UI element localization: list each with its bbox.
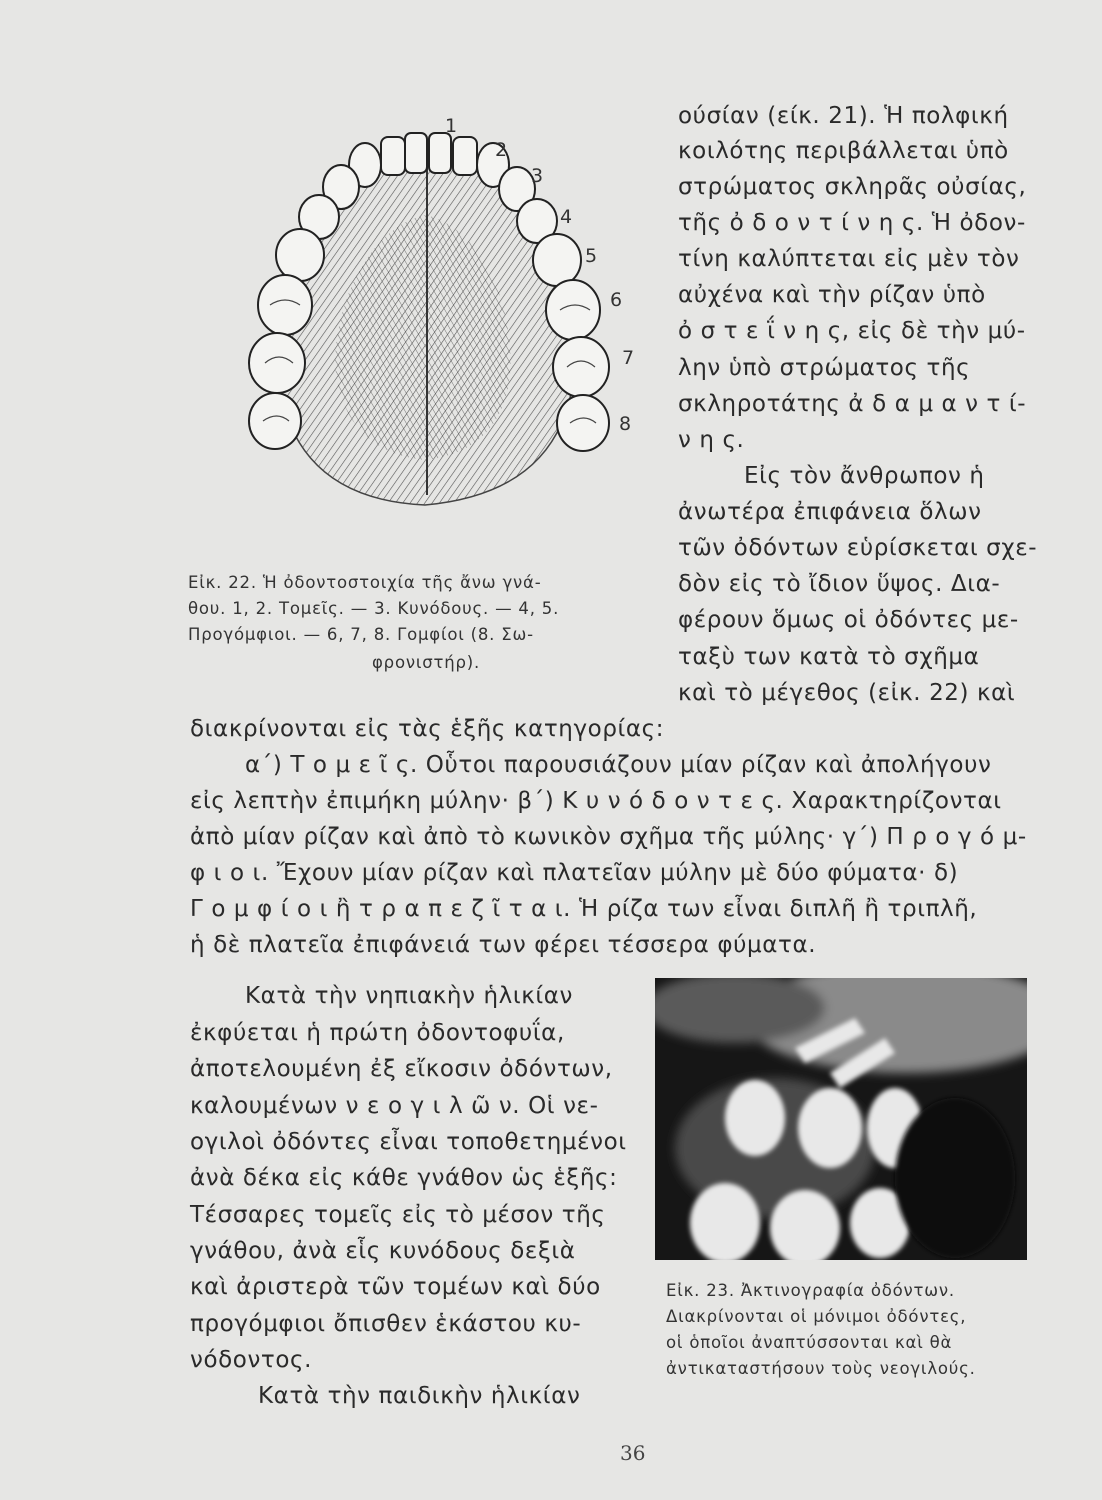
text-line: ὀ σ τ ε ΐ ν η ς, εἰς δὲ τὴν μύ- bbox=[678, 318, 1026, 344]
text-line: τῆς ὀ δ ο ν τ ί ν η ς. Ἡ ὀδον- bbox=[678, 210, 1026, 236]
text-line: καὶ τὸ μέγεθος (εἰκ. 22) καὶ bbox=[678, 680, 1016, 706]
text-line: δὸν εἰς τὸ ἴδιον ὕψος. Δια- bbox=[678, 571, 1001, 597]
text-line: καὶ ἀριστερὰ τῶν τομέων καὶ δύο bbox=[190, 1274, 601, 1300]
text-line: Γ ο μ φ ί ο ι ἢ τ ρ α π ε ζ ῖ τ α ι. Ἡ ρίζα των εἶναι διπλῆ ἢ τριπλῆ, bbox=[190, 896, 978, 922]
text-line: φέρουν ὅμως οἱ ὀδόντες με- bbox=[678, 607, 1019, 633]
tooth-label-1: 1 bbox=[445, 115, 458, 137]
caption-line: Εἰκ. 23. Ἀκτινογραφία ὀδόντων. bbox=[666, 1281, 955, 1300]
caption-line: θου. 1, 2. Τομεῖς. — 3. Κυνόδους. — 4, 5. bbox=[188, 599, 560, 618]
tooth-label-4: 4 bbox=[560, 206, 573, 228]
text-line: προγόμφιοι ὄπισθεν ἑκάστου κυ- bbox=[190, 1311, 582, 1337]
text-line: σκληροτάτης ἀ δ α μ α ν τ ί- bbox=[678, 391, 1027, 417]
tooth-label-6: 6 bbox=[610, 289, 623, 311]
tooth-label-7: 7 bbox=[622, 347, 635, 369]
dental-arch-illustration bbox=[205, 105, 645, 545]
text-line: Τέσσαρες τομεῖς εἰς τὸ μέσον τῆς bbox=[190, 1202, 606, 1228]
caption-line: Προγόμφιοι. — 6, 7, 8. Γομφίοι (8. Σω- bbox=[188, 625, 534, 644]
page-number: 36 bbox=[620, 1441, 646, 1465]
caption-line: Διακρίνονται οἱ μόνιμοι ὀδόντες, bbox=[666, 1307, 967, 1326]
text-line: ἀνὰ δέκα εἰς κάθε γνάθον ὡς ἑξῆς: bbox=[190, 1165, 618, 1191]
text-line: ούσίαν (είκ. 21). Ἡ πολφική bbox=[678, 103, 1009, 129]
text-line: Εἰς τὸν ἄνθρωπον ἡ bbox=[744, 463, 985, 489]
caption-line: οἱ ὁποῖοι ἀναπτύσσονται καὶ θὰ bbox=[666, 1333, 953, 1352]
text-line: ογιλοὶ ὀδόντες εἶναι τοποθετημένοι bbox=[190, 1129, 627, 1155]
text-line: αὐχένα καὶ τὴν ρίζαν ὑπὸ bbox=[678, 282, 986, 308]
xray-photo bbox=[655, 978, 1027, 1260]
text-line: ἀνωτέρα ἐπιφάνεια ὅλων bbox=[678, 499, 982, 525]
caption-line: Εἰκ. 22. Ἡ ὀδοντοστοιχία τῆς ἄνω γνά- bbox=[188, 573, 542, 592]
text-line: εἰς λεπτὴν ἐπιμήκη μύλην· β΄) Κ υ ν ό δ ο ν τ ε ς. Χαρακτηρίζονται bbox=[190, 788, 1002, 814]
text-line: καλουμένων ν ε ο γ ι λ ῶ ν. Οἱ νε- bbox=[190, 1093, 599, 1119]
text-line: ἐκφύεται ἡ πρώτη ὀδοντοφυΐα, bbox=[190, 1020, 565, 1046]
tooth-label-3: 3 bbox=[531, 165, 544, 187]
text-line: τίνη καλύπτεται εἰς μὲν τὸν bbox=[678, 246, 1020, 272]
text-line: τῶν ὀδόντων εὑρίσκεται σχε- bbox=[678, 535, 1038, 561]
text-line: ἀπὸ μίαν ρίζαν καὶ ἀπὸ τὸ κωνικὸν σχῆμα τῆς μύλης· γ΄) Π ρ ο γ ό μ- bbox=[190, 824, 1027, 850]
text-line: ταξὺ των κατὰ τὸ σχῆμα bbox=[678, 644, 980, 670]
text-line: ἡ δὲ πλατεῖα ἐπιφάνειά των φέρει τέσσερα φύματα. bbox=[190, 932, 817, 958]
text-line: φ ι ο ι. Ἔχουν μίαν ρίζαν καὶ πλατεῖαν μύλην μὲ δύο φύματα· δ) bbox=[190, 860, 959, 886]
tooth-label-5: 5 bbox=[585, 245, 598, 267]
tooth-label-8: 8 bbox=[619, 413, 632, 435]
text-line: ν η ς. bbox=[678, 427, 745, 453]
text-line: Κατὰ τὴν παιδικὴν ἡλικίαν bbox=[258, 1383, 581, 1409]
tooth-label-2: 2 bbox=[495, 139, 508, 161]
text-line: νόδοντος. bbox=[190, 1347, 313, 1373]
text-line: λην ὑπὸ στρώματος τῆς bbox=[678, 355, 971, 381]
text-line: διακρίνονται εἰς τὰς ἑξῆς κατηγορίας: bbox=[190, 716, 665, 742]
text-line: Κατὰ τὴν νηπιακὴν ἡλικίαν bbox=[245, 983, 573, 1009]
caption-line: φρονιστήρ). bbox=[372, 653, 481, 672]
caption-line: ἀντικαταστήσουν τοὺς νεογιλούς. bbox=[666, 1359, 976, 1378]
text-line: κοιλότης περιβάλλεται ὑπὸ bbox=[678, 138, 1009, 164]
text-line: στρώματος σκληρᾶς οὐσίας, bbox=[678, 174, 1027, 200]
text-line: ἀποτελουμένη ἐξ εἴκοσιν ὀδόντων, bbox=[190, 1056, 613, 1082]
text-line: γνάθου, ἀνὰ εἷς κυνόδους δεξιὰ bbox=[190, 1238, 576, 1264]
text-line: α΄) Τ ο μ ε ῖ ς. Οὗτοι παρουσιάζουν μίαν ρίζαν καὶ ἀπολήγουν bbox=[245, 752, 992, 778]
